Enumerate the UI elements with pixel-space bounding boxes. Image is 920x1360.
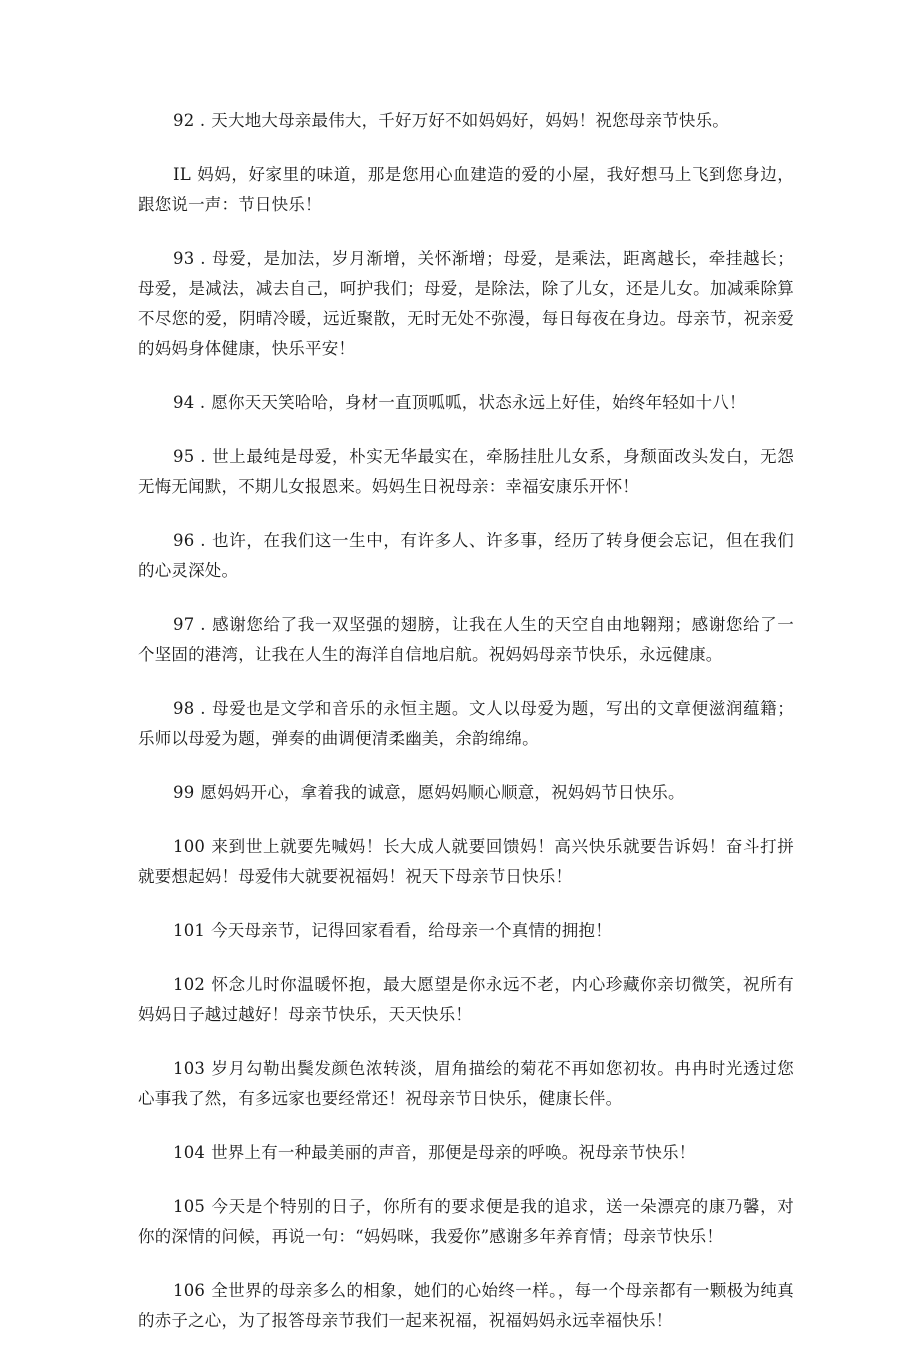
- paragraph-104: [138, 1138, 794, 1168]
- paragraph-text: 母爱也是文学和音乐的永恒主题。文人以母爱为题，写出的文章便滋润蕴籍；乐师以母爱为题，弹奏的曲调便清柔幽美，余韵绵绵。: [138, 699, 794, 748]
- paragraph-number: 105: [173, 1197, 206, 1216]
- paragraph-text: 岁月勾勒出鬓发颜色浓转淡，眉角描绘的菊花不再如您初妆。冉冉时光透过您心事我了然，有多远家也要经常还！祝母亲节日快乐，健康长伴。: [138, 1059, 794, 1108]
- paragraph-text: 世上最纯是母爱，朴实无华最实在，牵肠挂肚儿女系，身颓面改头发白，无怨无悔无闻默，不期儿女报恩来。妈妈生日祝母亲：幸福安康乐开怀！: [138, 447, 794, 496]
- paragraph-93: [138, 244, 794, 364]
- paragraph-number: 95 .: [173, 447, 206, 466]
- paragraph-text: 全世界的母亲多么的相象，她们的心始终一样。，每一个母亲都有一颗极为纯真的赤子之心，为了报答母亲节我们一起来祝福，祝福妈妈永远幸福快乐！: [138, 1281, 794, 1330]
- paragraph-text: 妈妈，好家里的味道，那是您用心血建造的爱的小屋，我好想马上飞到您身边，跟您说一声：节日快乐！: [138, 165, 794, 214]
- paragraph-number: 98 .: [173, 699, 206, 718]
- paragraph-92: [138, 106, 794, 136]
- paragraph-number: 94 .: [173, 393, 206, 412]
- paragraph-103: [138, 1054, 794, 1114]
- paragraph-98: [138, 694, 794, 754]
- paragraph-95: [138, 442, 794, 502]
- paragraph-text: 今天是个特别的日子，你所有的要求便是我的追求，送一朵漂亮的康乃馨，对你的深情的问候，再说一句：“妈妈咪，我爱你”感谢多年养育情；母亲节快乐！: [138, 1197, 794, 1246]
- paragraph-105: [138, 1192, 794, 1252]
- paragraph-106: [138, 1276, 794, 1336]
- paragraph-number: 100: [173, 837, 206, 856]
- paragraph-number: 96 .: [173, 531, 206, 550]
- paragraph-101: [138, 916, 794, 946]
- paragraph-94: [138, 388, 794, 418]
- paragraph-96: [138, 526, 794, 586]
- paragraph-number: 104: [173, 1143, 206, 1162]
- paragraph-text: 世界上有一种最美丽的声音，那便是母亲的呼唤。祝母亲节快乐！: [211, 1143, 696, 1162]
- paragraph-97: [138, 610, 794, 670]
- paragraph-number: 97 .: [173, 615, 206, 634]
- paragraph-text: 今天母亲节，记得回家看看，给母亲一个真情的拥抱！: [211, 921, 612, 940]
- paragraph-text: 怀念儿时你温暖怀抱，最大愿望是你永远不老，内心珍藏你亲切微笑，祝所有妈妈日子越过越好！母亲节快乐，天天快乐！: [138, 975, 794, 1024]
- paragraph-text: 感谢您给了我一双坚强的翅膀，让我在人生的天空自由地翱翔；感谢您给了一个坚固的港湾，让我在人生的海洋自信地启航。祝妈妈母亲节快乐，永远健康。: [138, 615, 794, 664]
- document-page: [138, 106, 794, 1360]
- paragraph-102: [138, 970, 794, 1030]
- paragraph-number: 93 .: [173, 249, 206, 268]
- paragraph-il: [138, 160, 794, 220]
- paragraph-number: 102: [173, 975, 206, 994]
- paragraph-number: 92 .: [173, 111, 206, 130]
- paragraph-number: 106: [173, 1281, 206, 1300]
- paragraph-99: [138, 778, 794, 808]
- paragraph-text: 天大地大母亲最伟大，千好万好不如妈妈好，妈妈！祝您母亲节快乐。: [211, 111, 729, 130]
- paragraph-100: [138, 832, 794, 892]
- paragraph-number: IL: [173, 165, 191, 184]
- paragraph-number: 101: [173, 921, 206, 940]
- paragraph-text: 来到世上就要先喊妈！长大成人就要回馈妈！高兴快乐就要告诉妈！奋斗打拼就要想起妈！母爱伟大就要祝福妈！祝天下母亲节日快乐！: [138, 837, 794, 886]
- paragraph-number: 103: [173, 1059, 206, 1078]
- paragraph-text: 愿妈妈开心，拿着我的诚意，愿妈妈顺心顺意，祝妈妈节日快乐。: [200, 783, 685, 802]
- paragraph-text: 母爱，是加法，岁月渐增，关怀渐增；母爱，是乘法，距离越长，牵挂越长；母爱，是减法，减去自己，呵护我们；母爱，是除法，除了儿女，还是儿女。加减乘除算不尽您的爱，阴晴冷暖，远近聚散，无时无处不弥漫，每日每夜在身边。母亲节，祝亲爱的妈妈身体健康，快乐平安！: [138, 249, 794, 358]
- paragraph-text: 愿你天天笑哈哈，身材一直顶呱呱，状态永远上好佳，始终年轻如十八！: [211, 393, 746, 412]
- paragraph-text: 也许，在我们这一生中，有许多人、许多事，经历了转身便会忘记，但在我们的心灵深处。: [138, 531, 794, 580]
- paragraph-number: 99: [173, 783, 195, 802]
